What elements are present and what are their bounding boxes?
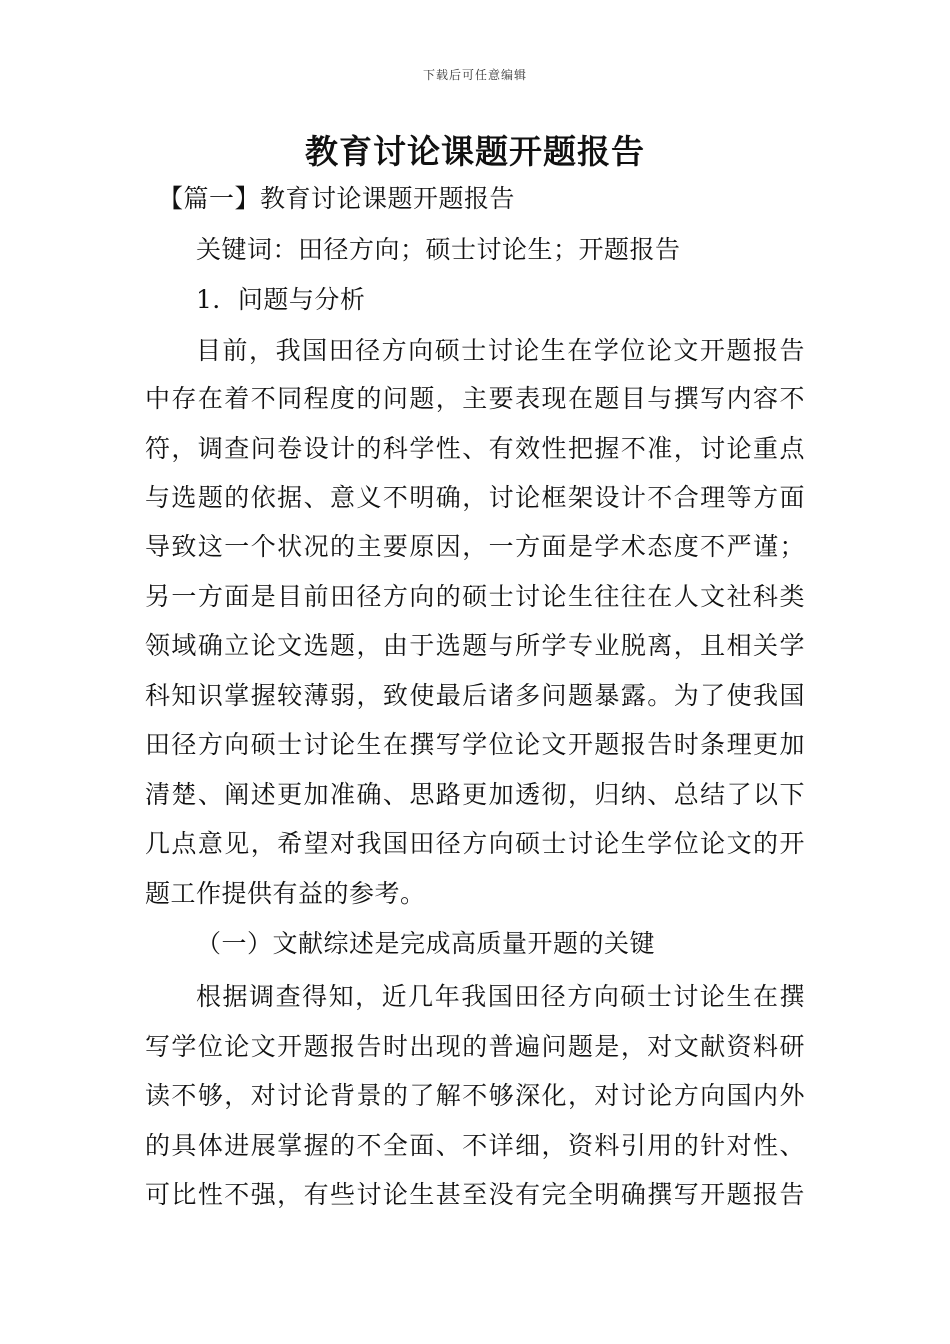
paragraph-line: 目前，我国田径方向硕士讨论生在学位论文开题报告	[196, 336, 805, 365]
paragraph-line: 题工作提供有益的参考。	[145, 879, 426, 908]
paragraph-line: 的具体进展掌握的不全面、不详细，资料引用的针对性、	[145, 1131, 805, 1160]
subheading-problem-analysis: 1．问题与分析	[196, 285, 366, 314]
subheading-literature-review: （一）文献综述是完成高质量开题的关键	[196, 929, 656, 958]
paragraph-line: 领域确立论文选题，由于选题与所学专业脱离，且相关学	[145, 631, 805, 660]
paragraph-line: 符，调查问卷设计的科学性、有效性把握不准，讨论重点	[145, 434, 805, 463]
paragraph-line: 根据调查得知，近几年我国田径方向硕士讨论生在撰	[196, 982, 805, 1011]
paragraph-line: 与选题的依据、意义不明确，讨论框架设计不合理等方面	[145, 483, 805, 512]
paragraph-line: 另一方面是目前田径方向的硕士讨论生往往在人文社科类	[145, 582, 805, 611]
section-heading: 【篇一】教育讨论课题开题报告	[158, 184, 516, 213]
paragraph-line: 田径方向硕士讨论生在撰写学位论文开题报告时条理更加	[145, 730, 805, 759]
paragraph-line: 导致这一个状况的主要原因，一方面是学术态度不严谨；	[145, 532, 805, 561]
paragraph-line: 几点意见，希望对我国田径方向硕士讨论生学位论文的开	[145, 829, 805, 858]
paragraph-line: 可比性不强，有些讨论生甚至没有完全明确撰写开题报告	[145, 1180, 805, 1209]
header-note: 下载后可任意编辑	[422, 68, 527, 82]
paragraph-line: 中存在着不同程度的问题，主要表现在题目与撰写内容不	[145, 384, 805, 413]
paragraph-line: 科知识掌握较薄弱，致使最后诸多问题暴露。为了使我国	[145, 681, 805, 710]
paragraph-line: 写学位论文开题报告时出现的普遍问题是，对文献资料研	[145, 1032, 805, 1061]
paragraph-line: 读不够，对讨论背景的了解不够深化，对讨论方向国内外	[145, 1081, 805, 1110]
document-title: 教育讨论课题开题报告	[305, 132, 645, 171]
keywords-line: 关键词：田径方向；硕士讨论生；开题报告	[196, 235, 681, 264]
paragraph-line: 清楚、阐述更加准确、思路更加透彻，归纳、总结了以下	[145, 780, 805, 809]
